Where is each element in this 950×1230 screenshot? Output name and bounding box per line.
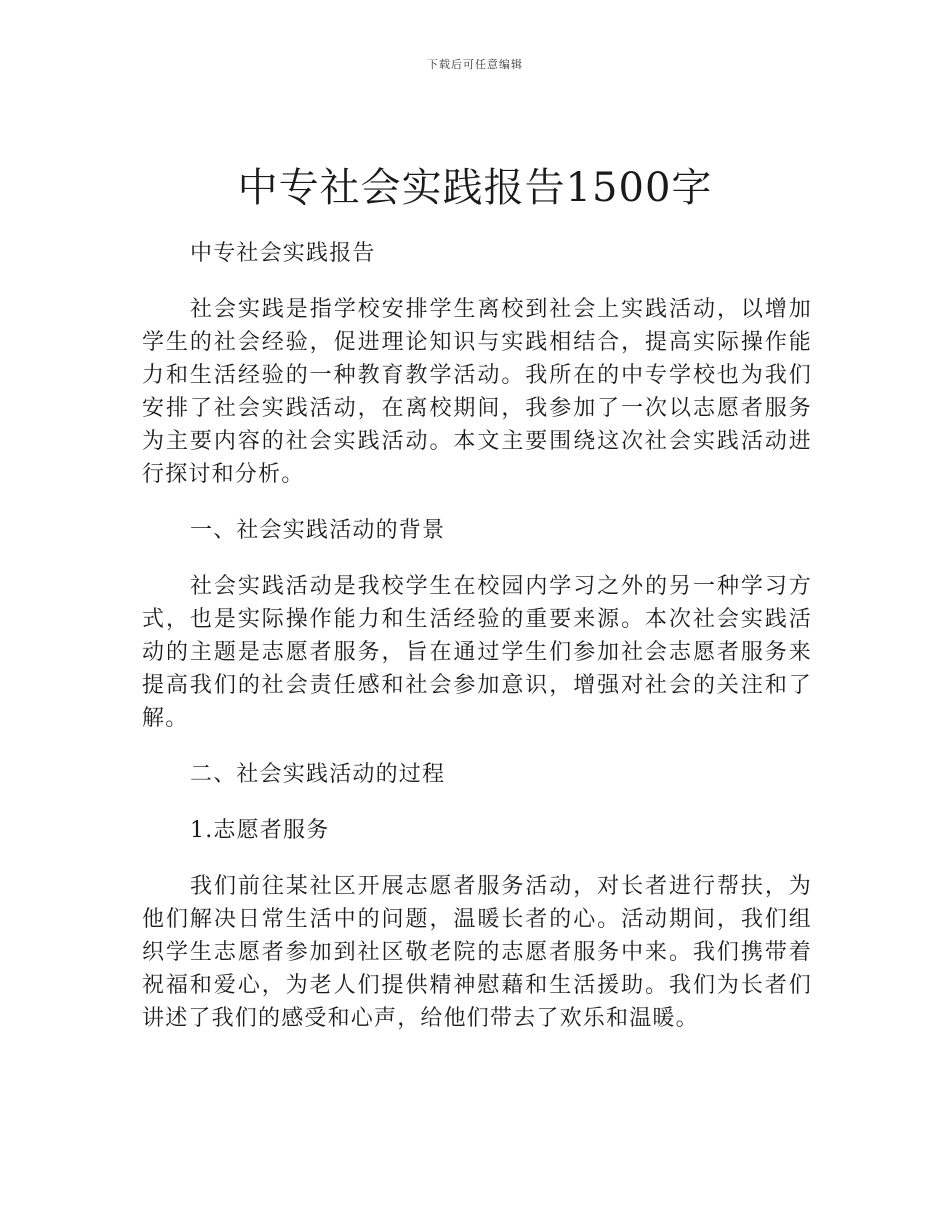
subtitle-paragraph: 中专社会实践报告 bbox=[190, 241, 376, 266]
document-body bbox=[142, 237, 812, 1035]
background-paragraph: 社会实践活动是我校学生在校园内学习之外的另一种学习方式，也是实际操作能力和生活经验的重要来源。本次社会实践活动的主题是志愿者服务，旨在通过学生们参加社会志愿者服务来提高我们的社会责任感和社会参加意识，增强对社会的关注和了解。 bbox=[142, 574, 812, 731]
section-heading-process: 二、社会实践活动的过程 bbox=[190, 762, 446, 787]
section-heading-background: 一、社会实践活动的背景 bbox=[190, 518, 446, 543]
subsection-heading-volunteer: 1.志愿者服务 bbox=[190, 818, 330, 843]
header-note: 下载后可任意编辑 bbox=[427, 58, 523, 71]
document-title: 中专社会实践报告1500字 bbox=[237, 165, 713, 211]
volunteer-paragraph: 我们前往某社区开展志愿者服务活动，对长者进行帮扶，为他们解决日常生活中的问题，温暖长者的心。活动期间，我们组织学生志愿者参加到社区敬老院的志愿者服务中来。我们携带着祝福和爱心，为老人们提供精神慰藉和生活援助。我们为长者们讲述了我们的感受和心声，给他们带去了欢乐和温暖。 bbox=[142, 874, 812, 1031]
intro-paragraph: 社会实践是指学校安排学生离校到社会上实践活动，以增加学生的社会经验，促进理论知识与实践相结合，提高实际操作能力和生活经验的一种教育教学活动。我所在的中专学校也为我们安排了社会实践活动，在离校期间，我参加了一次以志愿者服务为主要内容的社会实践活动。本文主要围绕这次社会实践活动进行探讨和分析。 bbox=[142, 297, 812, 487]
